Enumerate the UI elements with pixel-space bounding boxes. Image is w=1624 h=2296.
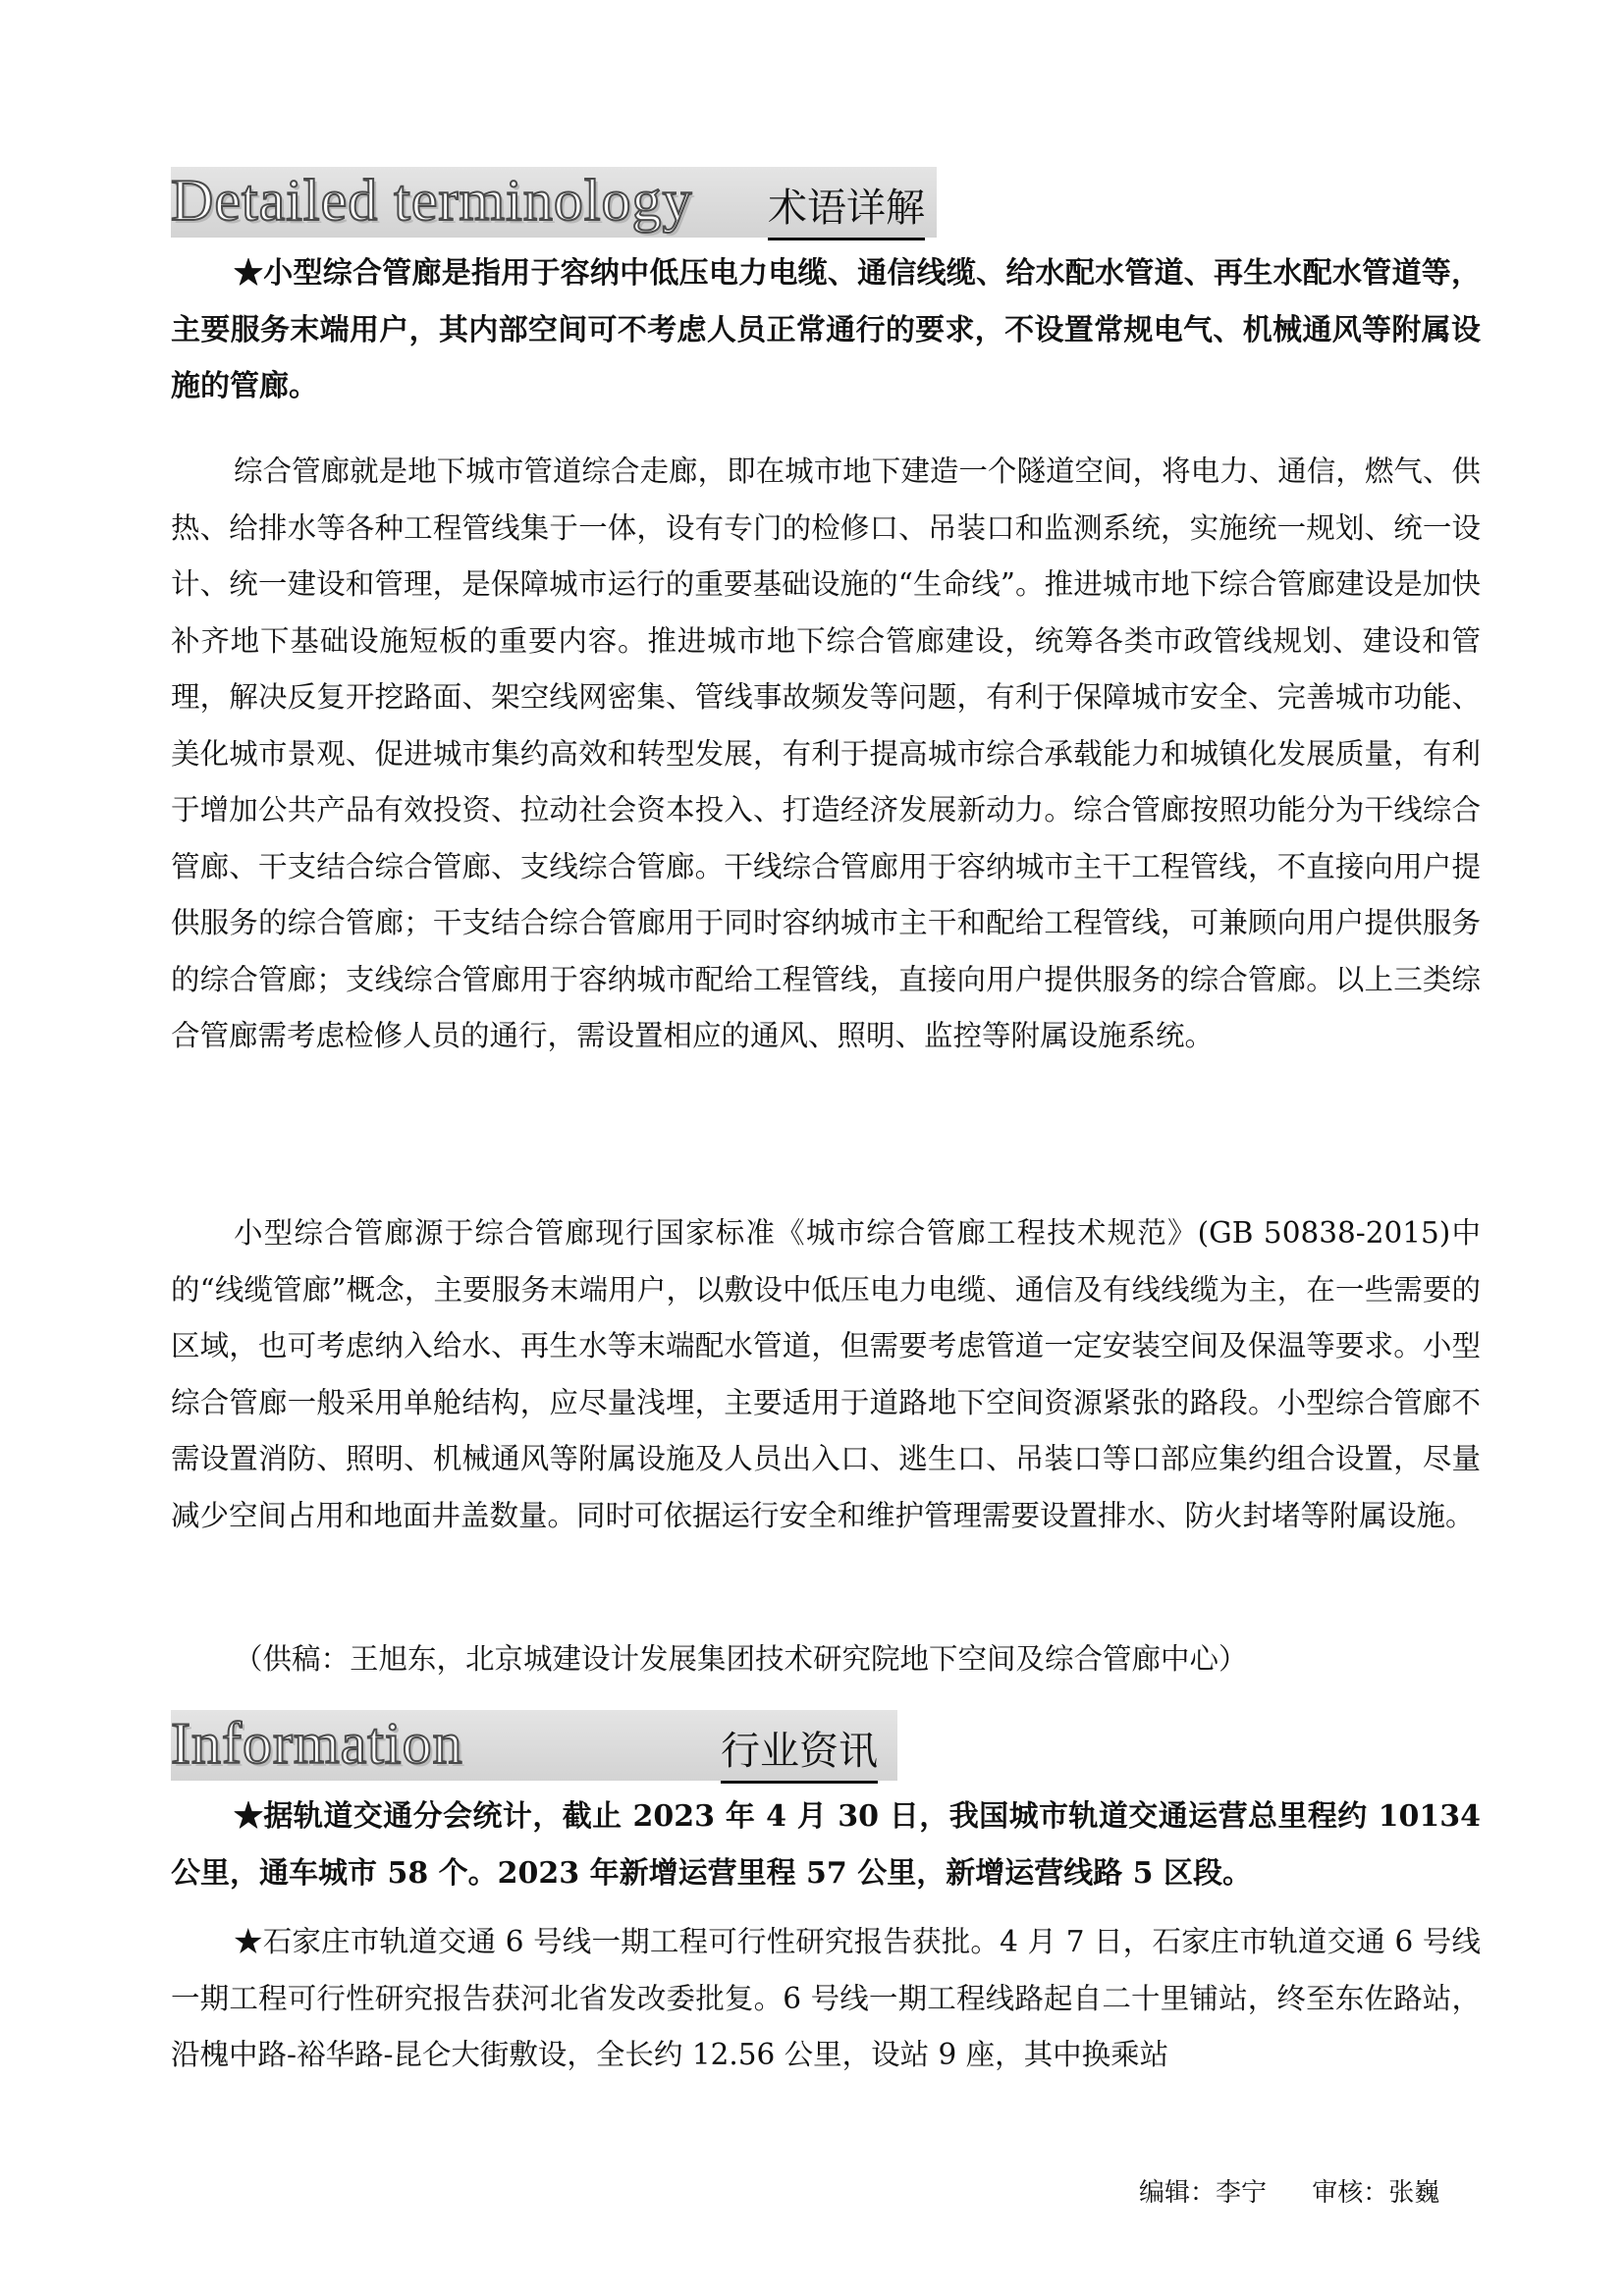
news-item: ★据轨道交通分会统计，截止 2023 年 4 月 30 日，我国城市轨道交通运营总里程约 10134 公里，通车城市 58 个。2023 年新增运营里程 57 公里，新增运营线路 5 区段。 [171,1799,1481,1891]
section-title-cn: 术语详解 [768,179,925,240]
section-header-information [171,1710,897,1781]
page-footer [1139,2172,1477,2209]
section-title-cn: 行业资讯 [721,1722,878,1784]
body-paragraph: 综合管廊就是地下城市管道综合走廊，即在城市地下建造一个隧道空间，将电力、通信，燃气、供热、给排水等各种工程管线集于一体，设有专门的检修口、吊装口和监测系统，实施统一规划、统一设计、统一建设和管理，是保障城市运行的重要基础设施的“生命线”。推进城市地下综合管廊建设是加快补齐地下基础设施短板的重要内容。推进城市地下综合管廊建设，统筹各类市政管线规划、建设和管理，解决反复开挖路面、架空线网密集、管线事故频发等问题，有利于保障城市安全、完善城市功能、美化城市景观、促进城市集约高效和转型发展，有利于提高城市综合承载能力和城镇化发展质量，有利于增加公共产品有效投资、拉动社会资本投入、打造经济发展新动力。综合管廊按照功能分为干线综合管廊、干支结合综合管廊、支线综合管廊。干线综合管廊用于容纳城市主干工程管线，不直接向用户提供服务的综合管廊；干支结合综合管廊用于同时容纳城市主干和配给工程管线，可兼顾向用户提供服务的综合管廊；支线综合管廊用于容纳城市配给工程管线，直接向用户提供服务的综合管廊。以上三类综合管廊需考虑检修人员的通行，需设置相应的通风、照明、监控等附属设施系统。 [171,454,1481,1052]
section-title-en: Detailed terminology [171,168,693,233]
contributor-credit: （供稿：王旭东，北京城建设计发展集团技术研究院地下空间及综合管廊中心） [234,1642,1248,1676]
section-title-en: Information [171,1711,463,1776]
news-item: ★石家庄市轨道交通 6 号线一期工程可行性研究报告获批。4 月 7 日，石家庄市轨道交通 6 号线一期工程可行性研究报告获河北省发改委批复。6 号线一期工程线路起自二十里铺站，终至东佐路站，沿槐中路-裕华路-昆仑大街敷设，全长约 12.56 公里，设站 9 座，其中换乘站 [171,1925,1481,2071]
definition-paragraph: ★小型综合管廊是指用于容纳中低压电力电缆、通信线缆、给水配水管道、再生水配水管道等，主要服务末端用户，其内部空间可不考虑人员正常通行的要求，不设置常规电气、机械通风等附属设施的管廊。 [171,256,1481,403]
editor-credit: 编辑：李宁 [1139,2178,1268,2208]
reviewer-credit: 审核：张巍 [1312,2178,1440,2208]
body-paragraph: 小型综合管廊源于综合管廊现行国家标准《城市综合管廊工程技术规范》(GB 50838-2015)中的“线缆管廊”概念，主要服务末端用户，以敷设中低压电力电缆、通信及有线线缆为主，在一些需要的区域，也可考虑纳入给水、再生水等末端配水管道，但需要考虑管道一定安装空间及保温等要求。小型综合管廊一般采用单舱结构，应尽量浅埋，主要适用于道路地下空间资源紧张的路段。小型综合管廊不需设置消防、照明、机械通风等附属设施及人员出入口、逃生口、吊装口等口部应集约组合设置，尽量减少空间占用和地面井盖数量。同时可依据运行安全和维护管理需要设置排水、防火封堵等附属设施。 [171,1216,1481,1532]
section-header-terminology [171,167,937,238]
